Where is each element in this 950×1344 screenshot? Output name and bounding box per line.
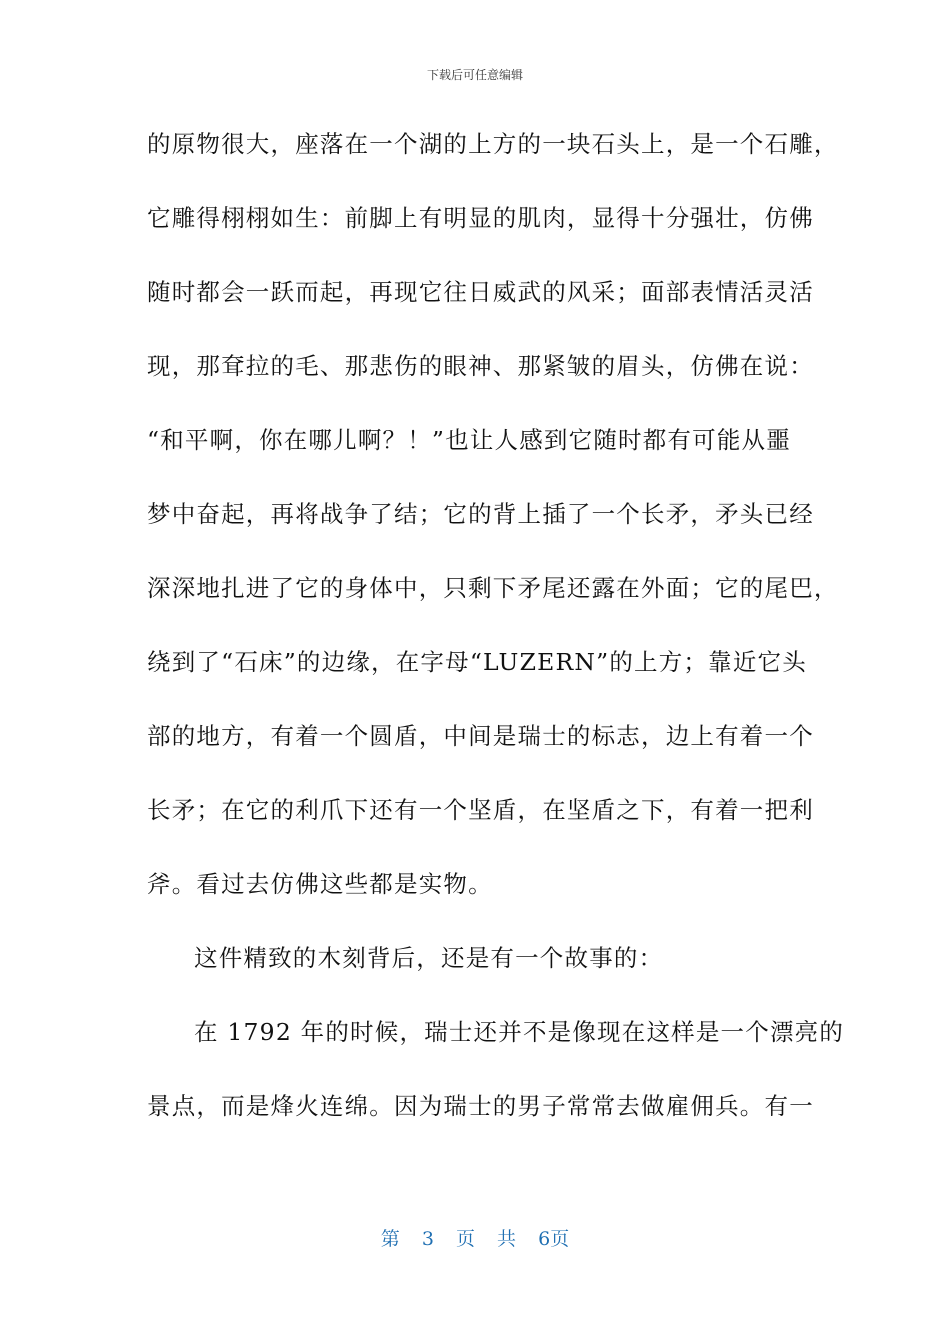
- document-body: [147, 124, 845, 1160]
- page-label-ye: 页: [455, 1228, 475, 1250]
- paragraph-line: 这件精致的木刻背后，还是有一个故事的：: [194, 944, 664, 972]
- text-line: 随时都会一跃而起，再现它往日威武的风采；面部表情活灵活: [147, 278, 814, 306]
- text-line: 斧。看过去仿佛这些都是实物。: [147, 870, 493, 898]
- text-line: 梦中奋起，再将战争了结；它的背上插了一个长矛，矛头已经: [147, 500, 814, 528]
- text-line: 它雕得栩栩如生：前脚上有明显的肌肉，显得十分强壮，仿佛: [147, 204, 814, 232]
- page-label-gong: 共: [497, 1228, 517, 1250]
- page-total: 6页: [538, 1228, 570, 1250]
- text-line: 的原物很大，座落在一个湖的上方的一块石头上，是一个石雕，: [147, 130, 839, 158]
- page-number: 3: [421, 1228, 434, 1250]
- text-line: 部的地方，有着一个圆盾，中间是瑞士的标志，边上有着一个: [147, 722, 814, 750]
- page-footer: [0, 1224, 950, 1251]
- text-line: 深深地扎进了它的身体中，只剩下矛尾还露在外面；它的尾巴，: [147, 574, 839, 602]
- paragraph-line: 在 1792 年的时候，瑞士还并不是像现在这样是一个漂亮的: [194, 1018, 845, 1046]
- text-line: 现，那耷拉的毛、那悲伤的眼神、那紧皱的眉头，仿佛在说：: [147, 352, 814, 380]
- text-line: “和平啊，你在哪儿啊？！”也让人感到它随时都有可能从噩: [147, 426, 791, 454]
- page-label-di: 第: [380, 1228, 400, 1250]
- text-line: 绕到了“石床”的边缘，在字母“LUZERN”的上方；靠近它头: [147, 648, 807, 676]
- page-header: 下载后可任意编辑: [426, 68, 523, 82]
- text-line: 景点，而是烽火连绵。因为瑞士的男子常常去做雇佣兵。有一: [147, 1092, 814, 1120]
- text-line: 长矛；在它的利爪下还有一个坚盾，在坚盾之下，有着一把利: [147, 796, 814, 824]
